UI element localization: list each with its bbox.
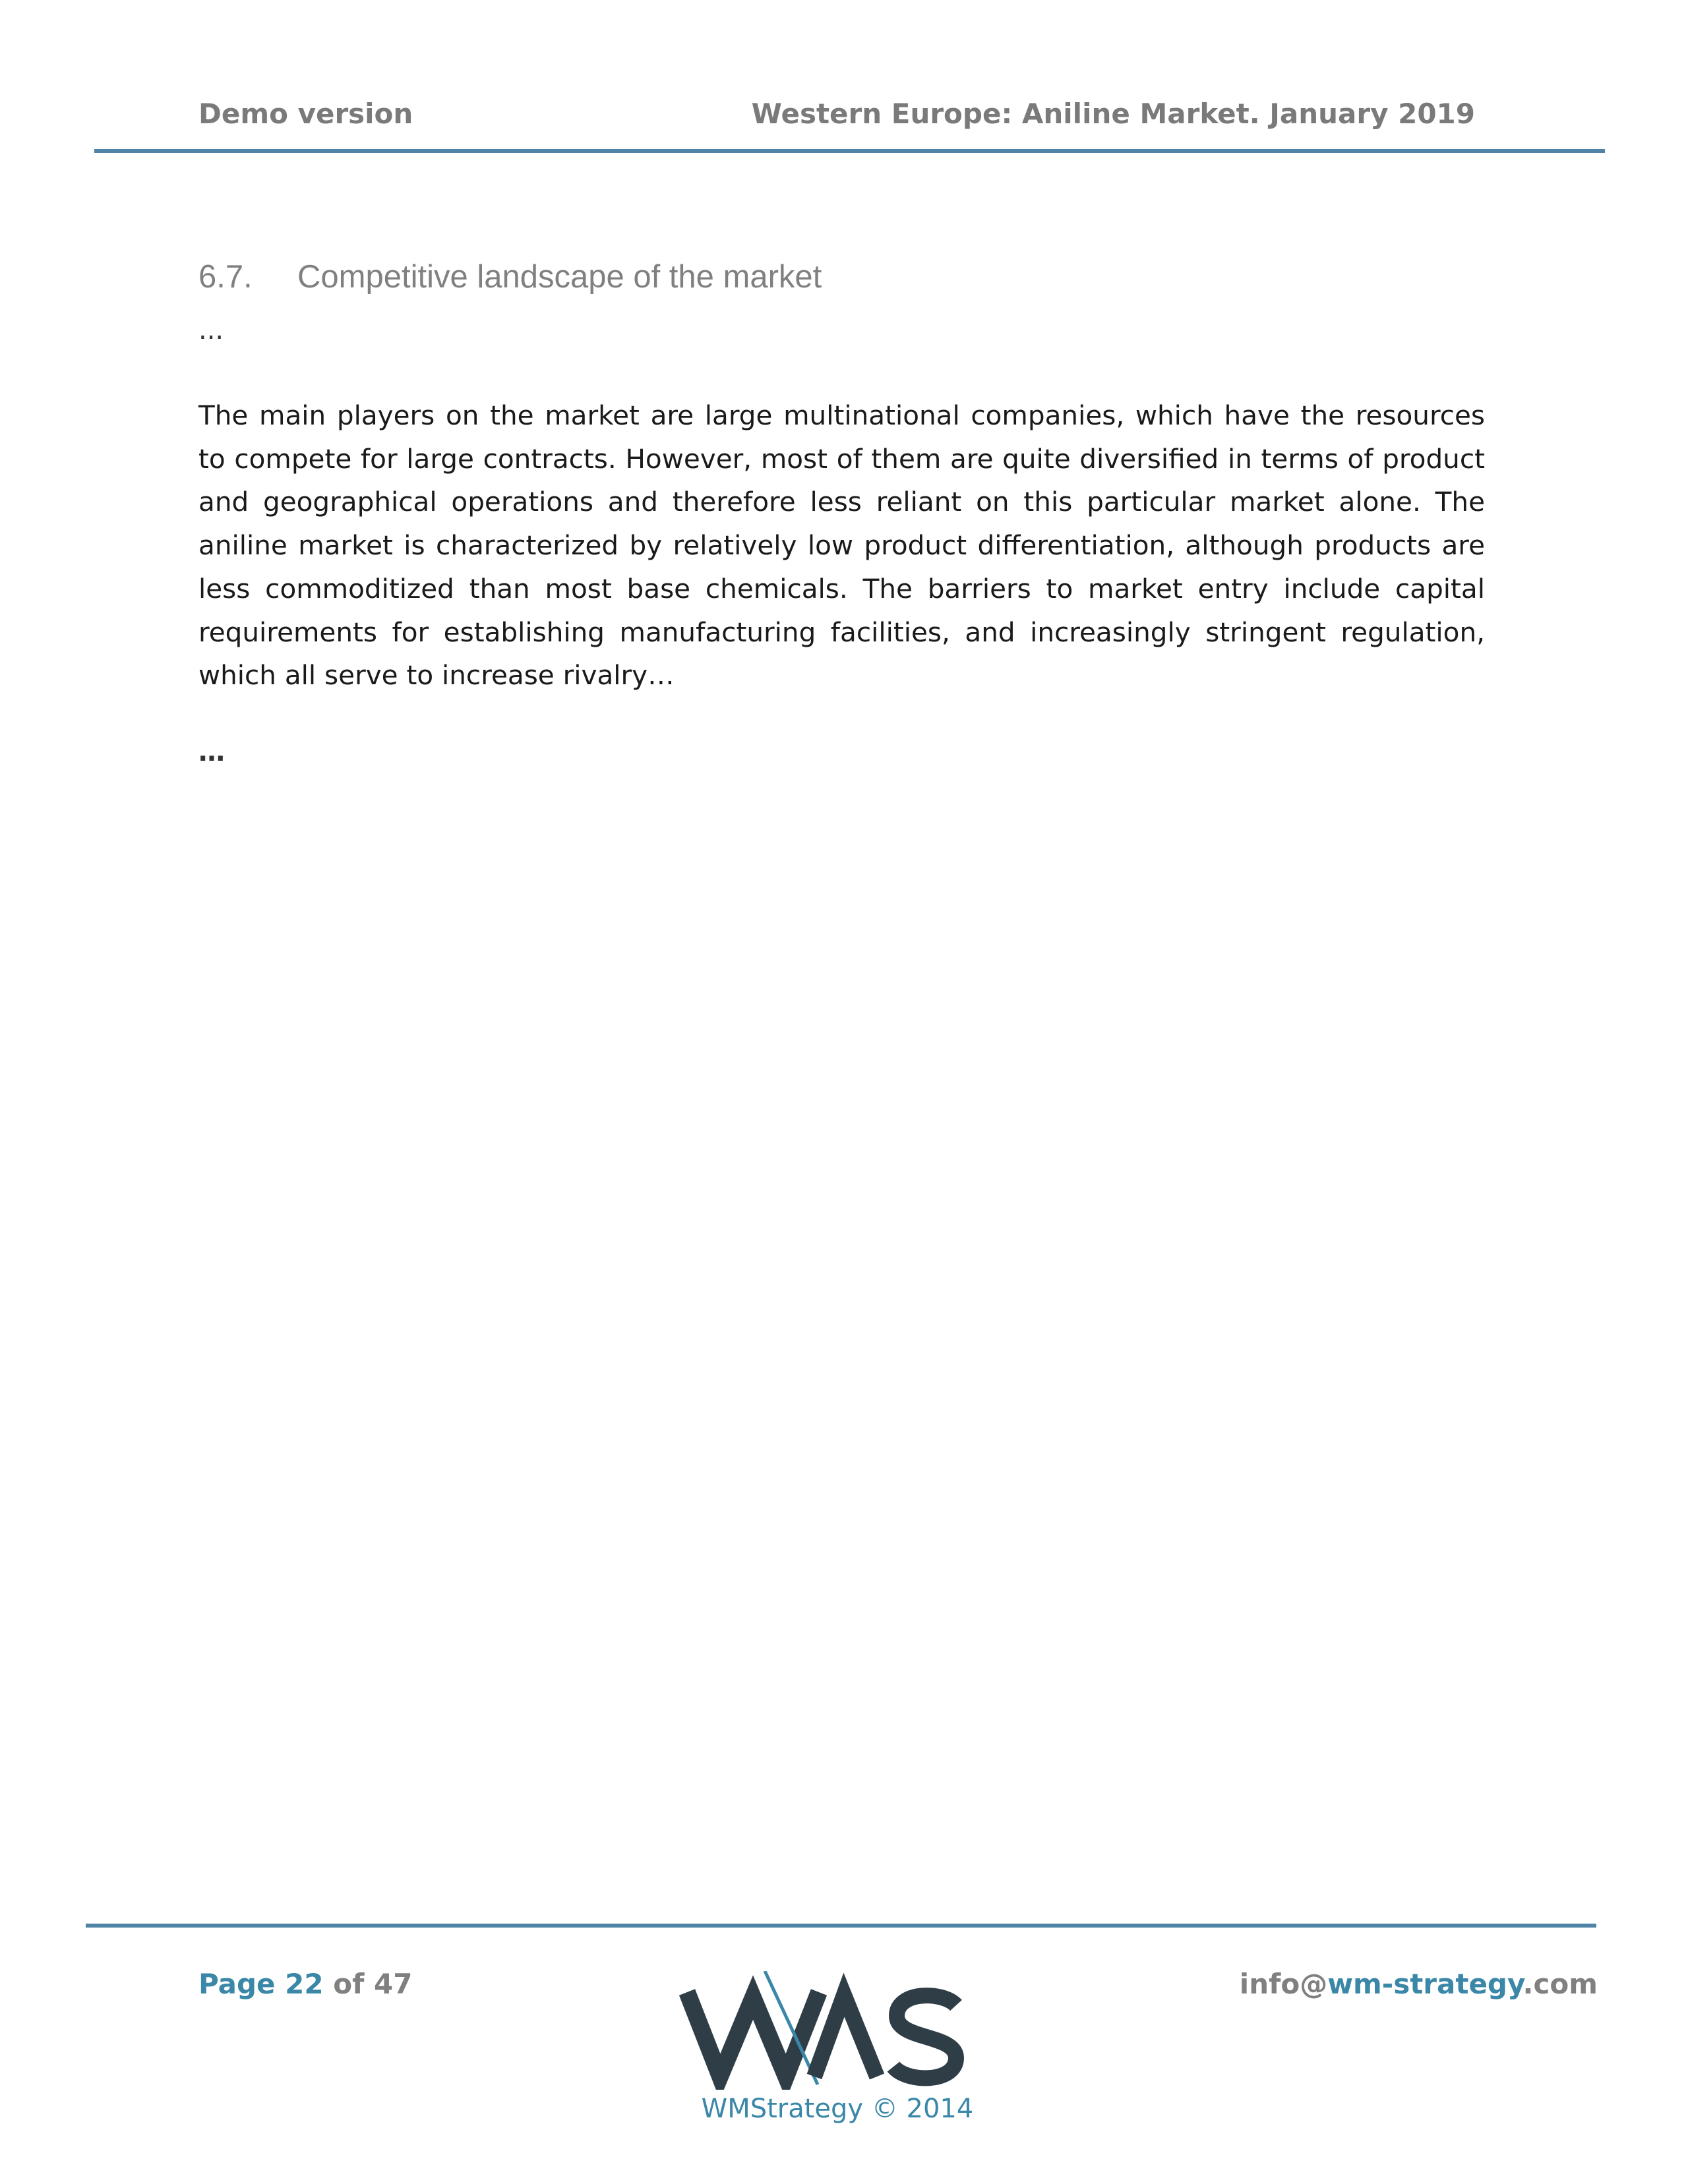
wms-logo xyxy=(679,1971,1009,2090)
page-current: 22 xyxy=(285,1968,324,2000)
page-total: 47 xyxy=(374,1968,413,2000)
section-number: 6.7. xyxy=(198,259,253,295)
header-divider xyxy=(94,149,1605,153)
logo-m-shape xyxy=(814,1995,877,2077)
footer-divider xyxy=(86,1924,1596,1928)
contact-email[interactable] xyxy=(1240,1968,1598,2000)
page-indicator xyxy=(198,1968,412,2000)
header-demo-label: Demo version xyxy=(198,98,413,130)
logo-caption: WMStrategy © 2014 xyxy=(701,2094,974,2124)
page-of: of xyxy=(333,1968,365,2000)
header-report-title: Western Europe: Aniline Market. January 2019 xyxy=(751,98,1475,130)
email-tld: .com xyxy=(1522,1968,1598,2000)
logo-w-shape xyxy=(687,1992,819,2077)
section-heading xyxy=(198,258,822,295)
logo-s-shape xyxy=(893,1995,956,2078)
ellipsis-top: ... xyxy=(198,315,224,345)
email-domain: wm-strategy xyxy=(1327,1968,1523,2000)
page-label: Page xyxy=(198,1968,276,2000)
email-user: info@ xyxy=(1239,1968,1328,2000)
section-title-text: Competitive landscape of the market xyxy=(297,259,822,295)
ellipsis-bottom: … xyxy=(198,737,225,767)
body-paragraph: The main players on the market are large multinational companies, which have the resources to compete for large contracts. However, most of them are quite diversified in terms of product and geographical operations and therefore less reliant on this particular market alone. The aniline market is characterized by relatively low product differentiation, although products are less commoditized than most base chemicals. The barriers to market entry include capital requirements for establishing manufacturing facilities, and increasingly stringent regulation, which all serve to increase rivalry… xyxy=(198,399,1485,692)
